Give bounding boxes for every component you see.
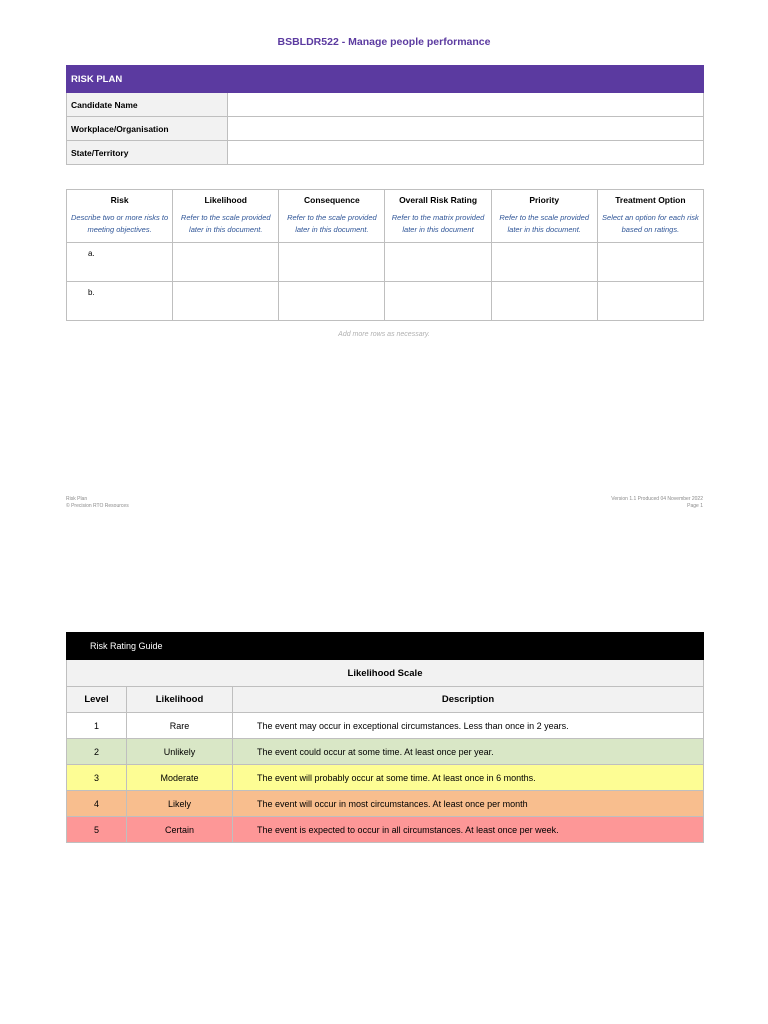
col-likelihood-name: Likelihood [127, 687, 233, 713]
likelihood-name-cell: Certain [127, 817, 233, 843]
state-territory-field[interactable] [228, 141, 704, 165]
footer-page-number: Page 1 [687, 503, 703, 509]
priority-cell[interactable] [491, 243, 597, 282]
consequence-cell[interactable] [279, 282, 385, 321]
document-title: BSBLDR522 - Manage people performance [277, 36, 491, 48]
footer-right [611, 496, 703, 510]
overall-rating-cell[interactable] [385, 282, 491, 321]
table-row [67, 739, 704, 765]
likelihood-name-cell: Likely [127, 791, 233, 817]
col-description: Description [233, 687, 704, 713]
risk-cell[interactable]: a. [67, 243, 173, 282]
table-row [67, 765, 704, 791]
col-consequence [279, 190, 385, 243]
col-consequence-desc: Refer to the scale provided later in this document. [287, 213, 377, 234]
footer-copyright: © Precision RTO Resources [66, 503, 129, 509]
likelihood-name-cell: Rare [127, 713, 233, 739]
add-rows-note: Add more rows as necessary. [338, 331, 430, 338]
col-risk-desc: Describe two or more risks to meeting objectives. [71, 213, 169, 234]
candidate-name-field[interactable] [228, 93, 704, 117]
likelihood-scale-table [66, 632, 704, 843]
table-row [67, 713, 704, 739]
risk-cell[interactable]: b. [67, 282, 173, 321]
footer-doc-name: Risk Plan [66, 496, 88, 502]
level-cell: 1 [67, 713, 127, 739]
table-row [67, 282, 704, 321]
priority-cell[interactable] [491, 282, 597, 321]
level-cell: 5 [67, 817, 127, 843]
state-territory-label: State/Territory [67, 141, 228, 165]
risk-plan-table [66, 65, 704, 165]
level-cell: 3 [67, 765, 127, 791]
col-priority-desc: Refer to the scale provided later in this document. [499, 213, 590, 234]
col-priority-heading: Priority [529, 195, 560, 205]
col-priority [491, 190, 597, 243]
col-likelihood-heading: Likelihood [204, 195, 247, 205]
col-treatment-desc: Select an option for each risk based on ratings. [602, 213, 699, 234]
description-cell: The event is expected to occur in all circumstances. At least once per week. [233, 817, 704, 843]
col-overall-rating-heading: Overall Risk Rating [399, 195, 478, 205]
workplace-label: Workplace/Organisation [67, 117, 228, 141]
likelihood-cell[interactable] [173, 243, 279, 282]
col-risk-heading: Risk [110, 195, 129, 205]
col-treatment-heading: Treatment Option [615, 195, 686, 205]
candidate-name-label: Candidate Name [67, 93, 228, 117]
risk-rating-guide-heading: Risk Rating Guide [67, 633, 704, 660]
description-cell: The event may occur in exceptional circumstances. Less than once in 2 years. [233, 713, 704, 739]
likelihood-scale-subheading: Likelihood Scale [67, 660, 704, 687]
risk-assessment-table [66, 189, 704, 321]
consequence-cell[interactable] [279, 243, 385, 282]
treatment-cell[interactable] [597, 282, 703, 321]
level-cell: 2 [67, 739, 127, 765]
col-treatment [597, 190, 703, 243]
workplace-field[interactable] [228, 117, 704, 141]
col-risk [67, 190, 173, 243]
col-level: Level [67, 687, 127, 713]
likelihood-cell[interactable] [173, 282, 279, 321]
col-overall-rating [385, 190, 491, 243]
table-row [67, 243, 704, 282]
likelihood-name-cell: Unlikely [127, 739, 233, 765]
footer-left [66, 496, 129, 510]
col-likelihood-desc: Refer to the scale provided later in this document. [180, 213, 271, 234]
col-overall-rating-desc: Refer to the matrix provided later in this document [391, 213, 485, 234]
description-cell: The event will probably occur at some time. At least once in 6 months. [233, 765, 704, 791]
level-cell: 4 [67, 791, 127, 817]
description-cell: The event could occur at some time. At least once per year. [233, 739, 704, 765]
footer-version: Version 1.1 Produced 04 November 2022 [611, 496, 703, 502]
col-likelihood [173, 190, 279, 243]
risk-plan-heading: RISK PLAN [67, 66, 704, 93]
table-row [67, 791, 704, 817]
table-row [67, 817, 704, 843]
treatment-cell[interactable] [597, 243, 703, 282]
likelihood-name-cell: Moderate [127, 765, 233, 791]
description-cell: The event will occur in most circumstances. At least once per month [233, 791, 704, 817]
overall-rating-cell[interactable] [385, 243, 491, 282]
col-consequence-heading: Consequence [304, 195, 360, 205]
